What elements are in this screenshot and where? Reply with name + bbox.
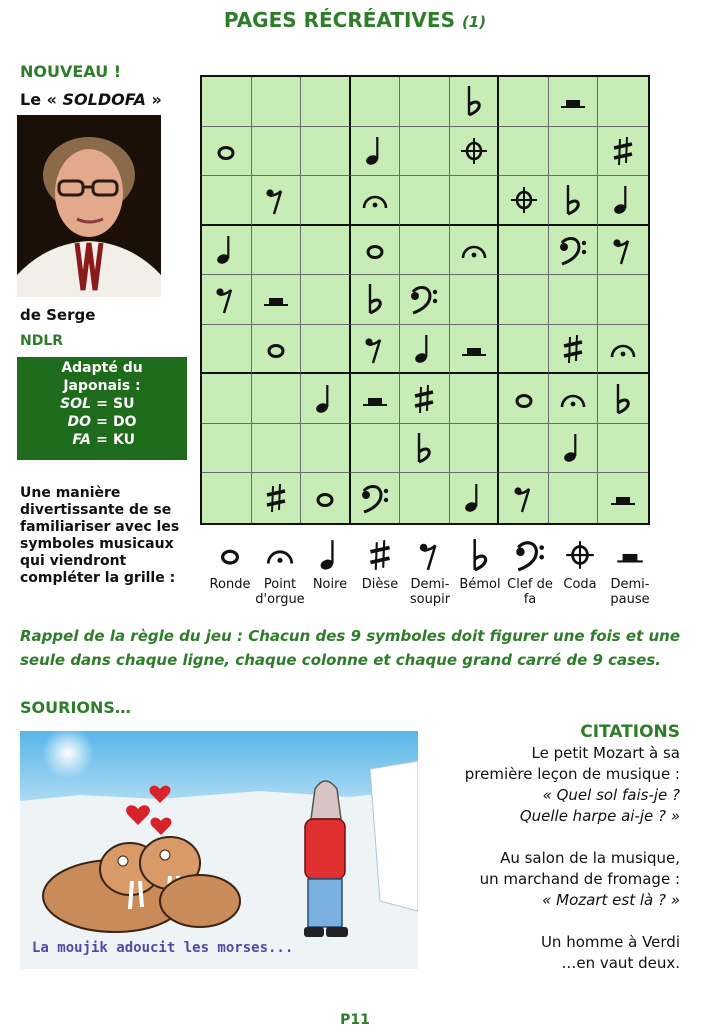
whole-note-icon <box>309 480 341 516</box>
quarter-note-icon <box>557 430 589 466</box>
eighth-rest-icon <box>607 232 639 268</box>
grid-cell <box>499 226 549 276</box>
translation-key: FA <box>72 432 91 448</box>
title-number: (1) <box>461 13 487 31</box>
intro-line: familiariser avec les <box>20 519 180 535</box>
grid-cell <box>252 127 302 177</box>
grid-cell <box>351 275 401 325</box>
citations-block <box>440 722 680 995</box>
intro-line: Une manière <box>20 485 121 501</box>
box-line-2: Japonais : <box>63 378 141 394</box>
sharp-icon <box>607 133 639 169</box>
grid-cell <box>450 127 500 177</box>
grid-cell <box>598 77 648 127</box>
grid-cell <box>450 275 500 325</box>
bass-clef-icon <box>359 480 391 516</box>
quarter-note-icon <box>408 331 440 367</box>
grid-cell <box>499 424 549 474</box>
rules-text: Rappel de la règle du jeu : Chacun des 9 symboles doit figurer une fois et une seule dans chaque ligne, chaque colonne et chaque grand carré de 9 cases. <box>20 627 681 669</box>
grid-cell <box>400 424 450 474</box>
translation-key: SOL <box>60 396 91 412</box>
grid-cell <box>252 226 302 276</box>
grid-cell <box>400 374 450 424</box>
coda-icon <box>508 182 540 218</box>
grid-cell <box>549 77 599 127</box>
flat-icon <box>463 535 497 575</box>
legend-item <box>605 535 655 607</box>
grid-cell <box>351 176 401 226</box>
half-rest-icon <box>557 83 589 119</box>
grid-cell <box>450 77 500 127</box>
grid-cell <box>202 77 252 127</box>
citation <box>440 848 680 911</box>
legend-item <box>405 535 455 607</box>
grid-cell <box>400 77 450 127</box>
grid-cell <box>549 374 599 424</box>
fermata-icon <box>458 232 490 268</box>
flat-icon <box>408 430 440 466</box>
grid-cell <box>252 275 302 325</box>
legend-item <box>455 535 505 592</box>
cartoon-caption: La moujik adoucit les morses... <box>32 940 294 956</box>
whole-note-icon <box>210 133 242 169</box>
grid-cell <box>301 424 351 474</box>
grid-cell <box>252 77 302 127</box>
grid-cell <box>202 374 252 424</box>
bass-clef-icon <box>408 281 440 317</box>
grid-cell <box>549 127 599 177</box>
translation-row <box>17 395 187 413</box>
grid-cell <box>450 226 500 276</box>
grid-cell <box>549 226 599 276</box>
citation <box>440 932 680 974</box>
citation-line: « Mozart est là ? » <box>542 891 680 909</box>
translation-row <box>17 431 187 449</box>
grid-cell <box>252 424 302 474</box>
soldofa-suffix: » <box>145 90 162 109</box>
citation-line: un marchand de fromage : <box>479 870 680 888</box>
intro-line: symboles musicaux <box>20 536 174 552</box>
grid-cell <box>400 176 450 226</box>
flat-icon <box>458 83 490 119</box>
grid-cell <box>301 473 351 523</box>
grid-cell <box>598 226 648 276</box>
grid-cell <box>549 424 599 474</box>
grid-cell <box>301 374 351 424</box>
whole-note-icon <box>213 535 247 575</box>
page-title <box>0 8 710 32</box>
eighth-rest-icon <box>359 331 391 367</box>
coda-icon <box>563 535 597 575</box>
grid-cell <box>202 275 252 325</box>
coda-icon <box>458 133 490 169</box>
grid-cell <box>351 374 401 424</box>
grid-cell <box>598 325 648 375</box>
legend-label: Demi-soupir <box>409 577 451 607</box>
grid-cell <box>499 77 549 127</box>
title-main: PAGES RÉCRÉATIVES <box>223 8 455 32</box>
grid-cell <box>252 473 302 523</box>
sourions-heading: SOURIONS… <box>20 698 131 717</box>
grid-cell <box>598 275 648 325</box>
grid-cell <box>252 374 302 424</box>
flat-icon <box>557 182 589 218</box>
translation-equals: = <box>96 432 108 448</box>
legend-label: Noire <box>312 577 348 592</box>
soldofa-heading <box>20 90 162 109</box>
grid-cell <box>202 127 252 177</box>
sharp-icon <box>260 480 292 516</box>
legend-label: Dièse <box>361 577 399 592</box>
grid-cell <box>598 424 648 474</box>
citation-line: Le petit Mozart à sa <box>531 744 680 762</box>
eighth-rest-icon <box>413 535 447 575</box>
grid-cell <box>400 127 450 177</box>
author-photo <box>17 115 161 297</box>
eighth-rest-icon <box>508 480 540 516</box>
grid-cell <box>450 176 500 226</box>
box-line-1: Adapté du <box>61 360 143 376</box>
legend-label: Demi-pause <box>610 577 650 607</box>
quarter-note-icon <box>359 133 391 169</box>
grid-cell <box>499 176 549 226</box>
translation-row <box>17 413 187 431</box>
grid-cell <box>301 176 351 226</box>
grid-cell <box>450 374 500 424</box>
quarter-note-icon <box>458 480 490 516</box>
fermata-icon <box>263 535 297 575</box>
legend-label: Ronde <box>209 577 251 592</box>
eighth-rest-icon <box>260 182 292 218</box>
citation-line: « Quel sol fais-je ? <box>542 786 680 804</box>
translation-value: SU <box>113 396 135 412</box>
bass-clef-icon <box>557 232 589 268</box>
legend-label: Bémol <box>459 577 501 592</box>
page-number: P11 <box>340 1012 370 1028</box>
grid-cell <box>351 473 401 523</box>
legend-label: Clef de fa <box>507 577 553 607</box>
half-rest-icon <box>607 480 639 516</box>
grid-cell <box>549 176 599 226</box>
legend-item <box>305 535 355 592</box>
quarter-note-icon <box>309 381 341 417</box>
whole-note-icon <box>359 232 391 268</box>
whole-note-icon <box>508 381 540 417</box>
citations-title: CITATIONS <box>580 722 680 742</box>
grid-cell <box>202 473 252 523</box>
grid-cell <box>351 424 401 474</box>
grid-cell <box>252 176 302 226</box>
sharp-icon <box>363 535 397 575</box>
half-rest-icon <box>359 381 391 417</box>
grid-cell <box>450 473 500 523</box>
whole-note-icon <box>260 331 292 367</box>
grid-cell <box>400 473 450 523</box>
grid-cell <box>450 325 500 375</box>
citation <box>440 743 680 827</box>
symbol-legend <box>205 535 655 615</box>
fermata-icon <box>359 182 391 218</box>
flat-icon <box>607 381 639 417</box>
grid-cell <box>499 325 549 375</box>
grid-cell <box>202 424 252 474</box>
citation-line: Un homme à Verdi <box>540 933 680 951</box>
ndlr-label: NDLR <box>20 333 64 349</box>
quarter-note-icon <box>313 535 347 575</box>
grid-cell <box>202 226 252 276</box>
grid-cell <box>598 473 648 523</box>
grid-cell <box>301 325 351 375</box>
sharp-icon <box>557 331 589 367</box>
legend-item <box>355 535 405 592</box>
translation-key: DO <box>67 414 91 430</box>
grid-cell <box>598 374 648 424</box>
grid-cell <box>549 275 599 325</box>
intro-line: compléter la grille : <box>20 570 176 586</box>
legend-item <box>555 535 605 592</box>
grid-cell <box>598 127 648 177</box>
grid-cell <box>499 374 549 424</box>
grid-cell <box>499 473 549 523</box>
intro-line: qui viendront <box>20 553 127 569</box>
grid-cell <box>549 325 599 375</box>
citation-line: Au salon de la musique, <box>500 849 680 867</box>
legend-item <box>205 535 255 592</box>
cartoon-illustration <box>20 731 418 969</box>
grid-cell <box>450 424 500 474</box>
legend-label: Coda <box>563 577 597 592</box>
translation-box <box>17 357 187 460</box>
author-name: de Serge <box>20 306 96 324</box>
soldofa-name: SOLDOFA <box>62 90 146 109</box>
fermata-icon <box>607 331 639 367</box>
legend-item <box>255 535 305 607</box>
quarter-note-icon <box>607 182 639 218</box>
half-rest-icon <box>613 535 647 575</box>
intro-line: divertissante de se <box>20 502 172 518</box>
quarter-note-icon <box>210 232 242 268</box>
grid-cell <box>351 325 401 375</box>
grid-cell <box>400 325 450 375</box>
translation-value: DO <box>113 414 137 430</box>
flat-icon <box>359 281 391 317</box>
grid-cell <box>202 176 252 226</box>
nouveau-heading: NOUVEAU ! <box>20 62 122 81</box>
citation-line: …en vaut deux. <box>561 954 680 972</box>
grid-cell <box>301 275 351 325</box>
grid-cell <box>400 226 450 276</box>
translation-equals: = <box>96 396 108 412</box>
bass-clef-icon <box>513 535 547 575</box>
grid-cell <box>400 275 450 325</box>
grid-cell <box>301 77 351 127</box>
sudoku-grid <box>200 75 650 525</box>
grid-cell <box>351 226 401 276</box>
grid-cell <box>499 127 549 177</box>
half-rest-icon <box>458 331 490 367</box>
half-rest-icon <box>260 281 292 317</box>
grid-cell <box>351 77 401 127</box>
grid-cell <box>549 473 599 523</box>
eighth-rest-icon <box>210 281 242 317</box>
grid-cell <box>499 275 549 325</box>
grid-cell <box>351 127 401 177</box>
citation-line: Quelle harpe ai-je ? » <box>519 807 680 825</box>
fermata-icon <box>557 381 589 417</box>
grid-cell <box>301 226 351 276</box>
soldofa-prefix: Le « <box>20 90 63 109</box>
translation-value: KU <box>113 432 135 448</box>
grid-cell <box>252 325 302 375</box>
translation-equals: = <box>96 414 108 430</box>
intro-text <box>20 485 195 587</box>
grid-cell <box>598 176 648 226</box>
citation-line: première leçon de musique : <box>464 765 680 783</box>
grid-cell <box>301 127 351 177</box>
sharp-icon <box>408 381 440 417</box>
legend-label: Point d'orgue <box>255 577 305 607</box>
grid-cell <box>202 325 252 375</box>
legend-item <box>505 535 555 607</box>
